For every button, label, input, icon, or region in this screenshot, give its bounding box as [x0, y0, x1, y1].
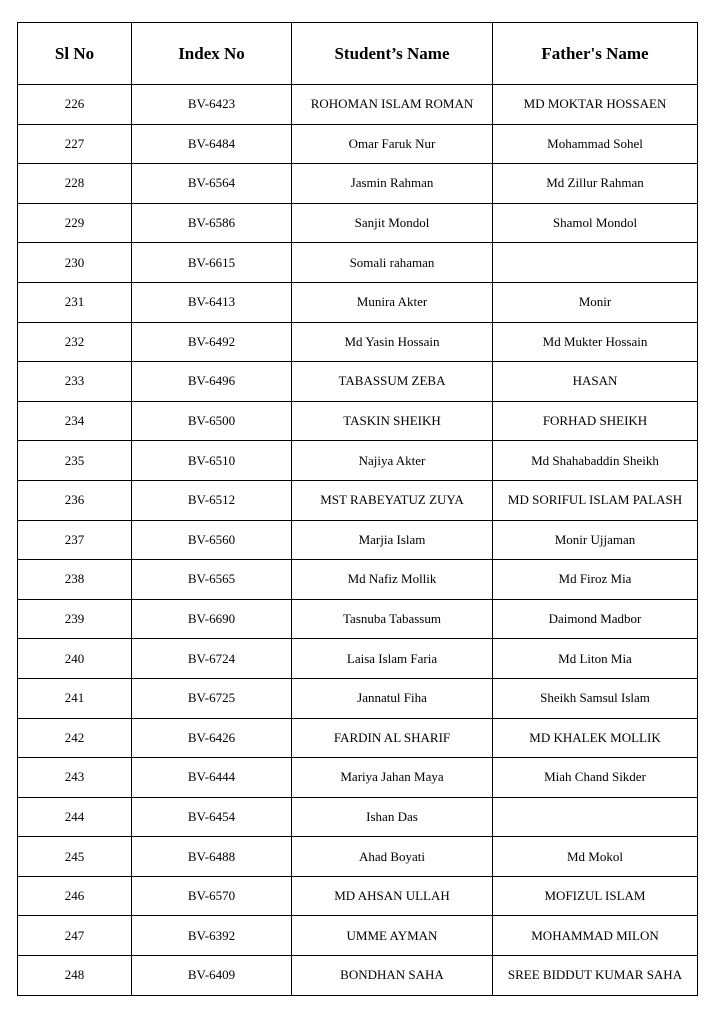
father-name-cell: Md Shahabaddin Sheikh [493, 441, 698, 481]
student-name-cell: Omar Faruk Nur [292, 124, 493, 164]
index-no-cell: BV-6725 [132, 678, 292, 718]
father-name-cell: Md Mukter Hossain [493, 322, 698, 362]
father-name-cell: Miah Chand Sikder [493, 758, 698, 798]
column-header-index-no: Index No [132, 23, 292, 85]
student-name-cell: Najiya Akter [292, 441, 493, 481]
sl-no-cell: 229 [18, 203, 132, 243]
father-name-cell: Sheikh Samsul Islam [493, 678, 698, 718]
index-no-cell: BV-6423 [132, 85, 292, 125]
column-header-student-name: Student’s Name [292, 23, 493, 85]
father-name-cell: MD KHALEK MOLLIK [493, 718, 698, 758]
table-row [18, 678, 698, 718]
sl-no-cell: 237 [18, 520, 132, 560]
father-name-cell: Monir Ujjaman [493, 520, 698, 560]
student-name-cell: ROHOMAN ISLAM ROMAN [292, 85, 493, 125]
father-name-cell: Md Zillur Rahman [493, 164, 698, 204]
student-name-cell: Tasnuba Tabassum [292, 599, 493, 639]
father-name-cell: Daimond Madbor [493, 599, 698, 639]
table-row [18, 520, 698, 560]
student-name-cell: Ahad Boyati [292, 837, 493, 877]
table-row [18, 124, 698, 164]
table-row [18, 916, 698, 956]
index-no-cell: BV-6454 [132, 797, 292, 837]
index-no-cell: BV-6724 [132, 639, 292, 679]
father-name-cell: HASAN [493, 362, 698, 402]
student-name-cell: Md Nafiz Mollik [292, 560, 493, 600]
father-name-cell [493, 797, 698, 837]
student-name-cell: BONDHAN SAHA [292, 956, 493, 996]
father-name-cell: Md Mokol [493, 837, 698, 877]
index-no-cell: BV-6615 [132, 243, 292, 283]
father-name-cell: SREE BIDDUT KUMAR SAHA [493, 956, 698, 996]
index-no-cell: BV-6392 [132, 916, 292, 956]
student-name-cell: Somali rahaman [292, 243, 493, 283]
student-name-cell: Laisa Islam Faria [292, 639, 493, 679]
table-row [18, 441, 698, 481]
student-name-cell: MST RABEYATUZ ZUYA [292, 480, 493, 520]
index-no-cell: BV-6500 [132, 401, 292, 441]
index-no-cell: BV-6564 [132, 164, 292, 204]
table-row [18, 758, 698, 798]
index-no-cell: BV-6560 [132, 520, 292, 560]
index-no-cell: BV-6690 [132, 599, 292, 639]
table-row [18, 480, 698, 520]
table-row [18, 599, 698, 639]
sl-no-cell: 228 [18, 164, 132, 204]
student-name-cell: MD AHSAN ULLAH [292, 876, 493, 916]
table-header [18, 23, 698, 85]
index-no-cell: BV-6444 [132, 758, 292, 798]
column-header-sl-no: Sl No [18, 23, 132, 85]
student-name-cell: UMME AYMAN [292, 916, 493, 956]
sl-no-cell: 226 [18, 85, 132, 125]
index-no-cell: BV-6409 [132, 956, 292, 996]
sl-no-cell: 247 [18, 916, 132, 956]
header-row [18, 23, 698, 85]
father-name-cell [493, 243, 698, 283]
father-name-cell: MD MOKTAR HOSSAEN [493, 85, 698, 125]
sl-no-cell: 248 [18, 956, 132, 996]
father-name-cell: MOHAMMAD MILON [493, 916, 698, 956]
index-no-cell: BV-6512 [132, 480, 292, 520]
sl-no-cell: 246 [18, 876, 132, 916]
index-no-cell: BV-6586 [132, 203, 292, 243]
index-no-cell: BV-6492 [132, 322, 292, 362]
father-name-cell: Mohammad Sohel [493, 124, 698, 164]
index-no-cell: BV-6484 [132, 124, 292, 164]
table-row [18, 203, 698, 243]
index-no-cell: BV-6510 [132, 441, 292, 481]
father-name-cell: MD SORIFUL ISLAM PALASH [493, 480, 698, 520]
table-row [18, 560, 698, 600]
sl-no-cell: 234 [18, 401, 132, 441]
student-name-cell: TASKIN SHEIKH [292, 401, 493, 441]
table-row [18, 282, 698, 322]
father-name-cell: Md Liton Mia [493, 639, 698, 679]
sl-no-cell: 236 [18, 480, 132, 520]
student-name-cell: Jasmin Rahman [292, 164, 493, 204]
table-row [18, 362, 698, 402]
table-row [18, 837, 698, 877]
student-name-cell: Marjia Islam [292, 520, 493, 560]
student-name-cell: FARDIN AL SHARIF [292, 718, 493, 758]
sl-no-cell: 238 [18, 560, 132, 600]
father-name-cell: Md Firoz Mia [493, 560, 698, 600]
table-row [18, 718, 698, 758]
sl-no-cell: 243 [18, 758, 132, 798]
student-name-cell: Md Yasin Hossain [292, 322, 493, 362]
sl-no-cell: 242 [18, 718, 132, 758]
table-row [18, 876, 698, 916]
student-name-cell: Munira Akter [292, 282, 493, 322]
sl-no-cell: 233 [18, 362, 132, 402]
sl-no-cell: 241 [18, 678, 132, 718]
student-name-cell: TABASSUM ZEBA [292, 362, 493, 402]
sl-no-cell: 240 [18, 639, 132, 679]
father-name-cell: Shamol Mondol [493, 203, 698, 243]
father-name-cell: FORHAD SHEIKH [493, 401, 698, 441]
table-row [18, 797, 698, 837]
sl-no-cell: 244 [18, 797, 132, 837]
sl-no-cell: 235 [18, 441, 132, 481]
table-row [18, 956, 698, 996]
column-header-father-name: Father's Name [493, 23, 698, 85]
table-row [18, 322, 698, 362]
father-name-cell: Monir [493, 282, 698, 322]
index-no-cell: BV-6496 [132, 362, 292, 402]
table-row [18, 243, 698, 283]
student-name-cell: Jannatul Fiha [292, 678, 493, 718]
table-row [18, 401, 698, 441]
student-name-cell: Sanjit Mondol [292, 203, 493, 243]
table-row [18, 639, 698, 679]
table-row [18, 85, 698, 125]
index-no-cell: BV-6565 [132, 560, 292, 600]
student-name-cell: Mariya Jahan Maya [292, 758, 493, 798]
sl-no-cell: 227 [18, 124, 132, 164]
index-no-cell: BV-6488 [132, 837, 292, 877]
sl-no-cell: 239 [18, 599, 132, 639]
sl-no-cell: 245 [18, 837, 132, 877]
index-no-cell: BV-6426 [132, 718, 292, 758]
father-name-cell: MOFIZUL ISLAM [493, 876, 698, 916]
sl-no-cell: 231 [18, 282, 132, 322]
student-name-cell: Ishan Das [292, 797, 493, 837]
index-no-cell: BV-6570 [132, 876, 292, 916]
sl-no-cell: 230 [18, 243, 132, 283]
table-body [18, 85, 698, 996]
student-roster-table [17, 22, 698, 996]
index-no-cell: BV-6413 [132, 282, 292, 322]
table-row [18, 164, 698, 204]
sl-no-cell: 232 [18, 322, 132, 362]
